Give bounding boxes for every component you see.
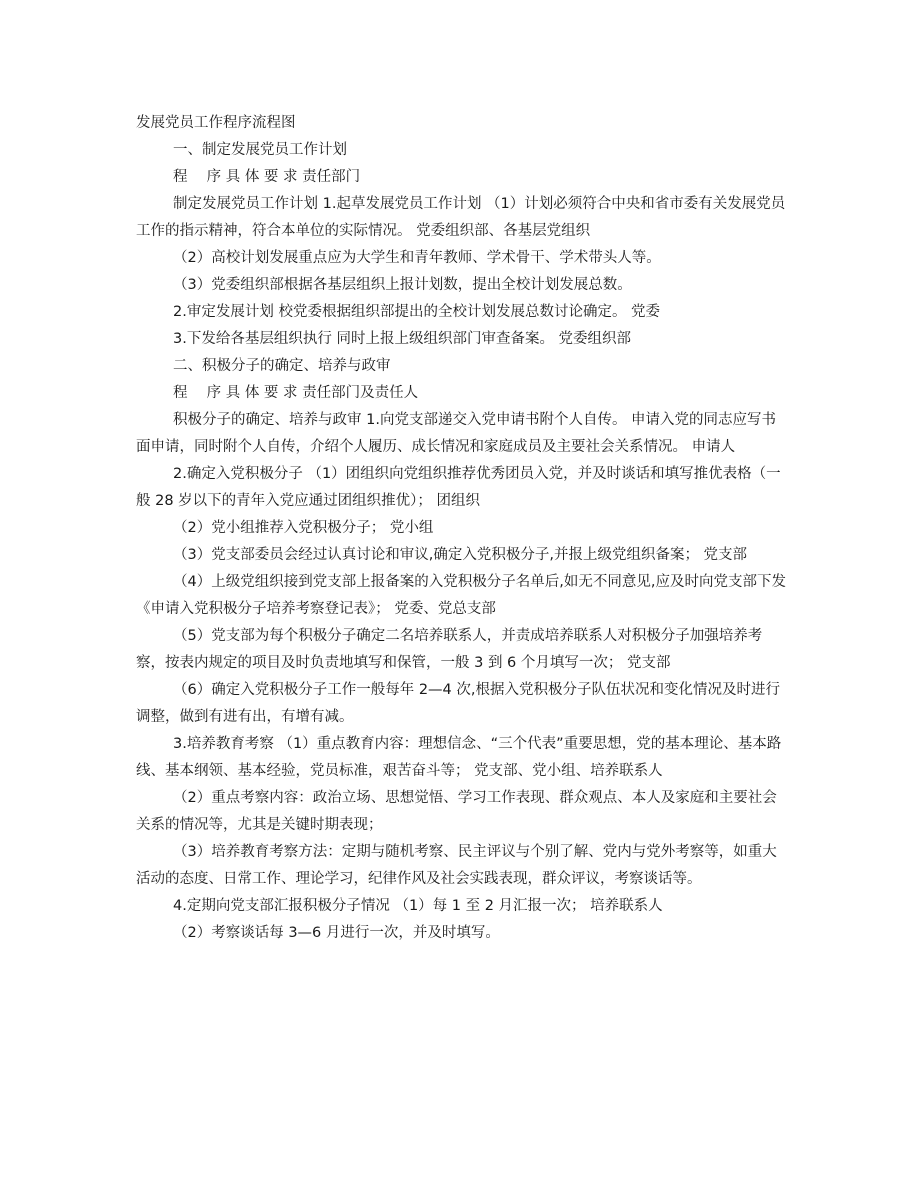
paragraph: （2）高校计划发展重点应为大学生和青年教师、学术骨干、学术带头人等。 bbox=[173, 250, 661, 266]
paragraph: 2.确定入党积极分子 （1）团组织向党组织推荐优秀团员入党，并及时谈话和填写推优表格（一般 28 岁以下的青年入党应通过团组织推优）； 团组织 bbox=[136, 466, 781, 509]
paragraph: 2.审定发展计划 校党委根据组织部提出的全校计划发展总数讨论确定。 党委 bbox=[173, 304, 661, 320]
paragraph: （6）确定入党积极分子工作一般每年 2—4 次,根据入党积极分子队伍状况和变化情况及时进行调整，做到有进有出，有增有减。 bbox=[136, 682, 780, 725]
document-title: 发展党员工作程序流程图 bbox=[136, 115, 296, 131]
paragraph: （2）重点考察内容：政治立场、思想觉悟、学习工作表现、群众观点、本人及家庭和主要社会关系的情况等，尤其是关键时期表现； bbox=[136, 790, 777, 833]
paragraph: （3）党支部委员会经过认真讨论和审议,确定入党积极分子,并报上级党组织备案； 党支部 bbox=[173, 547, 748, 563]
paragraph: 积极分子的确定、培养与政审 1.向党支部递交入党申请书附个人自传。 申请入党的同志应写书面申请，同时附个人自传，介绍个人履历、成长情况和家庭成员及主要社会关系情况。 申请人 bbox=[136, 412, 777, 455]
table-header-1: 程 序 具 体 要 求 责任部门 bbox=[173, 169, 361, 185]
table-header-2: 程 序 具 体 要 求 责任部门及责任人 bbox=[173, 385, 419, 401]
paragraph: （3）培养教育考察方法：定期与随机考察、民主评议与个别了解、党内与党外考察等，如重大活动的态度、日常工作、理论学习，纪律作风及社会实践表现，群众评议，考察谈话等。 bbox=[136, 844, 777, 887]
paragraph: 3.下发给各基层组织执行 同时上报上级组织部门审查备案。 党委组织部 bbox=[173, 331, 632, 347]
paragraph: （2）党小组推荐入党积极分子； 党小组 bbox=[173, 520, 434, 536]
paragraph: 3.培养教育考察 （1）重点教育内容：理想信念、“三个代表”重要思想，党的基本理论、基本路线、基本纲领、基本经验，党员标准，艰苦奋斗等； 党支部、党小组、培养联系人 bbox=[136, 736, 782, 779]
paragraph: （4）上级党组织接到党支部上报备案的入党积极分子名单后,如无不同意见,应及时向党支部下发《申请入党积极分子培养考察登记表》； 党委、党总支部 bbox=[136, 574, 786, 617]
paragraph: （5）党支部为每个积极分子确定二名培养联系人，并责成培养联系人对积极分子加强培养考察，按表内规定的项目及时负责地填写和保管，一般 3 到 6 个月填写一次； 党支部 bbox=[136, 628, 763, 671]
paragraph: 制定发展党员工作计划 1.起草发展党员工作计划 （1）计划必须符合中央和省市委有关发展党员工作的指示精神，符合本单位的实际情况。 党委组织部、各基层党组织 bbox=[136, 196, 786, 239]
paragraph: （2）考察谈话每 3—6 月进行一次，并及时填写。 bbox=[173, 925, 500, 941]
paragraph: （3）党委组织部根据各基层组织上报计划数，提出全校计划发展总数。 bbox=[173, 277, 632, 293]
section-heading-2: 二、积极分子的确定、培养与政审 bbox=[173, 358, 391, 374]
section-heading-1: 一、制定发展党员工作计划 bbox=[173, 142, 347, 158]
document-page bbox=[136, 110, 786, 947]
paragraph: 4.定期向党支部汇报积极分子情况 （1）每 1 至 2 月汇报一次； 培养联系人 bbox=[173, 898, 663, 914]
